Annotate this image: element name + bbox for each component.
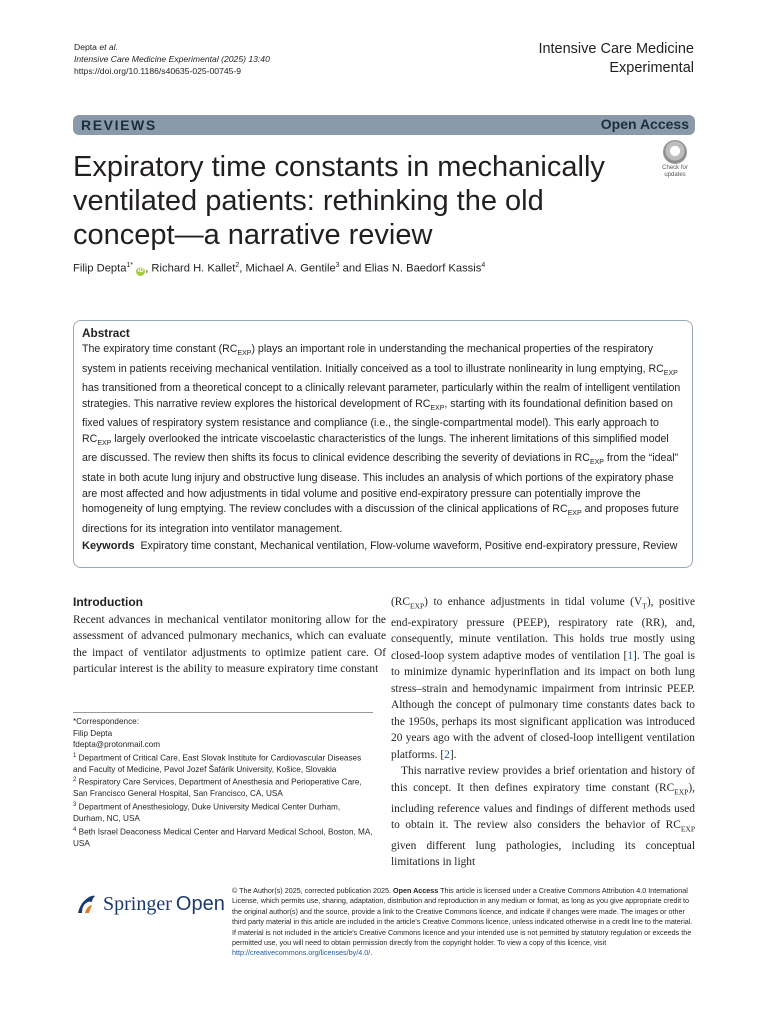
affiliation-2: $^2$ Respiratory Care Services, Department of Anesthesia and Perioperative Care, San Francisco General Hospital, San Francisco, CA, USA: [73, 777, 362, 799]
introduction-paragraph-1: Recent advances in mechanical ventilator monitoring allow for the assessment of advanced pulmonary mechanics, which can evaluate the impact of ventilator adjustments to optimize patient care. Of particular interest is the ability to measure expiratory time constant: [73, 613, 386, 675]
author-2: , Richard H. Kallet: [145, 262, 236, 275]
correspondence-name: Filip Depta: [73, 728, 113, 738]
author-list: Filip Depta$^{1*}$ iD , Richard H. Kallet$^2$, Michael A. Gentile$^3$ and Elias N. Baedorf Kassis$^4$: [73, 262, 486, 275]
license-url[interactable]: http://creativecommons.org/licenses/by/4.0/: [232, 948, 371, 958]
correspondence-label: *Correspondence:: [73, 717, 139, 726]
affiliation-1: $^1$ Department of Critical Care, East Slovak Institute for Cardiovascular Diseases and Faculty of Medicine, Pavol Jozef Šafárik University, Košice, Slovakia: [73, 752, 362, 774]
journal-name-line-2: Experimental: [609, 60, 694, 76]
keywords-list: Expiratory time constant, Mechanical ventilation, Flow-volume waveform, Positive end-expiratory pressure, Review: [140, 540, 678, 553]
author-etal: et al.: [99, 42, 118, 52]
affiliation-footnotes: [73, 712, 373, 849]
affiliation-3: $^3$ Department of Anesthesiology, Duke University Medical Center Durham, Durham, NC, USA: [73, 801, 341, 824]
journal-name: [538, 40, 694, 78]
open-access-label: Open Access: [600, 116, 689, 132]
reference-link-2[interactable]: 2: [444, 748, 450, 761]
journal-citation: Intensive Care Medicine Experimental (2025) 13:40: [74, 54, 270, 64]
check-updates-text: Check for updates: [662, 165, 688, 178]
reference-link-1[interactable]: 1: [627, 649, 634, 662]
keywords: [82, 539, 684, 555]
correspondence-email[interactable]: fdepta@protonmail.com: [73, 740, 161, 749]
affiliation-4: $^4$ Beth Israel Deaconess Medical Center and Harvard Medical School, Boston, MA, USA: [73, 826, 373, 848]
introduction-right-column: [391, 594, 695, 871]
section-banner: [73, 115, 695, 135]
author-4: and Elias N. Baedorf Kassis: [339, 262, 482, 275]
article-title: Expiratory time constants in mechanically ventilated patients: rethinking the old concept—a narrative review: [73, 151, 605, 251]
introduction-paragraph-2: This narrative review provides a brief orientation and history of this concept. It then defines expiratory time constant $(RC_{EXP})$, including reference values and findings of different methods used to obtain it. The review also considers the behavior of $RC_{EXP}$ given different lung pathologies, including its conceptual limitations in light: [391, 765, 695, 869]
abstract-text: The expiratory time constant $(RC_{EXP})$ plays an important role in understanding the mechanical properties of the respiratory system in patients receiving mechanical ventilation. Initially conceived as a tool to illustrate nonlinearity in lung emptying, $RC_{EXP}$ has transitioned from a theoretical concept to a clinically relevant parameter, particularly within the realm of intelligent ventilation strategies. This narrative review explores the historical development of $RC_{EXP}$, starting with its foundational definition based on fixed values of respiratory system resistance and compliance (i.e., the single-compartmental model). This early approach to $RC_{EXP}$ largely overlooked the intricate viscoelastic characteristics of the lungs. The inherent limitations of this simplified model are discussed. The review then shifts its focus to clinical evidence describing the severity of deviations in $RC_{EXP}$ from the “ideal” state in both acute lung injury and obstructive lung disease. This includes an analysis of which portions of the expiratory phase are most affected and how adjustments in tidal volume and positive end-expiratory pressure can potentially improve the homogeneity of lung emptying. The review concludes with a discussion of the clinical applications of $RC_{EXP}$ and proposes future directions for its integration into ventilator management.: [82, 343, 681, 535]
author-1[interactable]: Filip Depta: [73, 262, 127, 275]
springer-horse-icon: [73, 891, 99, 917]
abstract-heading: Abstract: [82, 326, 130, 340]
section-label: REVIEWS: [81, 117, 157, 133]
introduction-left-column: [73, 594, 386, 678]
open-wordmark: Open: [175, 892, 225, 915]
doi-link[interactable]: https://doi.org/10.1186/s40635-025-00745-9: [74, 66, 242, 76]
keywords-label: Keywords: [82, 540, 135, 553]
license-open-access: Open Access: [393, 886, 439, 895]
introduction-heading: Introduction: [73, 595, 143, 609]
citation-block: [74, 41, 270, 77]
orcid-icon[interactable]: iD: [137, 267, 144, 274]
check-updates-icon: [663, 140, 687, 164]
springer-wordmark: Springer: [103, 892, 172, 915]
license-statement: © The Author(s) 2025, corrected publication 2025. Open Access This article is licensed under a Creative Commons Attribution 4.0 International License, which permits use, sharing, adaptation, distribution and reproduction in any medium or format, as long as you give appropriate credit to the original author(s) and the source, provide a link to the Creative Commons licence, and indicate if changes were made. The images or other third party material in this article are included in the article's Creative Commons licence, unless indicated otherwise in a credit line to the material. If material is not included in the article's Creative Commons licence and your intended use is not permitted by statutory regulation or exceeds the permitted use, you will need to obtain permission directly from the copyright holder. To view a copy of this licence, visit http://creativecommons.org/licenses/by/4.0/.: [232, 886, 693, 958]
author-short: Depta: [74, 42, 97, 52]
check-for-updates-badge[interactable]: [654, 140, 696, 180]
introduction-paragraph-1-cont: $(RC_{EXP})$ to enhance adjustments in tidal volume $(V_T)$, positive end-expiratory pressure (PEEP), respiratory rate (RR), and, consequently, minute ventilation. This holds true mostly using closed-loop system adaptive modes of ventilation [1]. The goal is to minimize dynamic hyperinflation and its impact on both lung stress–strain and hemodynamic impairment from intrinsic PEEP. Although the concept of pulmonary time constants dates back to the 1950s, perhaps its most significant application was introduced 20 years ago with the advent of closed-loop intelligent ventilation platforms. [2].: [391, 596, 696, 761]
author-3: , Michael A. Gentile: [239, 262, 336, 275]
springer-open-logo: [73, 889, 225, 919]
abstract-box: [73, 320, 693, 568]
journal-name-line-1: Intensive Care Medicine: [538, 41, 694, 57]
